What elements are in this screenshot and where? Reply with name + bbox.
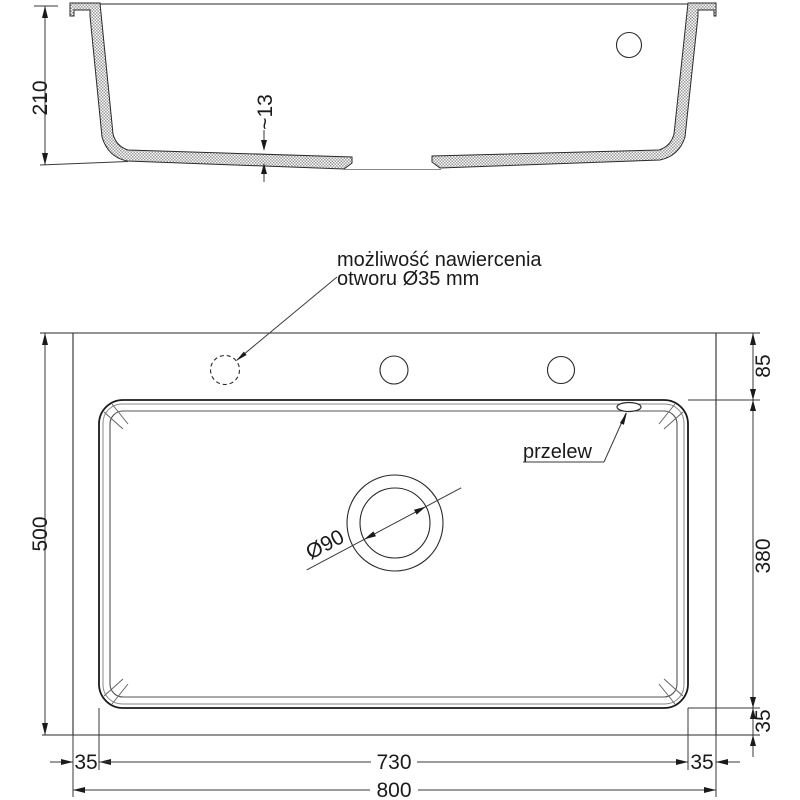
bowl-corner-facets — [104, 404, 683, 704]
overflow-label: przelew — [523, 441, 592, 463]
dim-bottom-row — [50, 751, 740, 774]
bowl-mid-rim — [103, 404, 684, 704]
bowl-width-dim-label: 730 — [376, 751, 412, 774]
drain — [295, 466, 463, 573]
section-faucet-hole — [617, 33, 642, 58]
thickness-dim-label: ~13 — [254, 94, 277, 130]
faucet-hole-right — [548, 357, 575, 384]
bottom-edge-dim-label: 35 — [752, 709, 775, 733]
dim-right-column — [750, 333, 775, 757]
dim-thickness-13 — [254, 94, 277, 182]
height-dim-label: 210 — [29, 80, 52, 116]
depth-dim-label: 500 — [29, 516, 52, 552]
drill-note-line2: otworu Ø35 mm — [337, 268, 480, 290]
right-edge-dim-label: 35 — [690, 751, 714, 774]
drain-dim-label: Ø90 — [302, 525, 349, 565]
faucet-hole-center — [380, 356, 408, 384]
section-left-wall — [70, 3, 352, 169]
top-view — [29, 249, 775, 800]
dim-total-width — [73, 779, 716, 800]
bowl-inner-edge — [110, 411, 677, 697]
overflow-slot — [617, 403, 641, 412]
section-right-wall — [432, 3, 716, 168]
bowl-outer-rim — [99, 400, 688, 708]
bowl-depth-dim-label: 380 — [752, 538, 775, 574]
dim-depth-500 — [29, 333, 52, 735]
dim-drain-90 — [295, 466, 463, 573]
deck-depth-dim-label: 85 — [752, 354, 775, 378]
section-view — [29, 3, 716, 182]
optional-drill-hole — [211, 356, 240, 385]
section-baseline — [40, 162, 128, 166]
overflow-callout — [523, 412, 627, 463]
left-edge-dim-label: 35 — [74, 751, 98, 774]
dim-height-210 — [29, 6, 58, 165]
total-width-dim-label: 800 — [376, 779, 412, 800]
drill-note-callout — [236, 249, 542, 361]
drill-note-line1: możliwość nawiercenia — [337, 249, 542, 271]
